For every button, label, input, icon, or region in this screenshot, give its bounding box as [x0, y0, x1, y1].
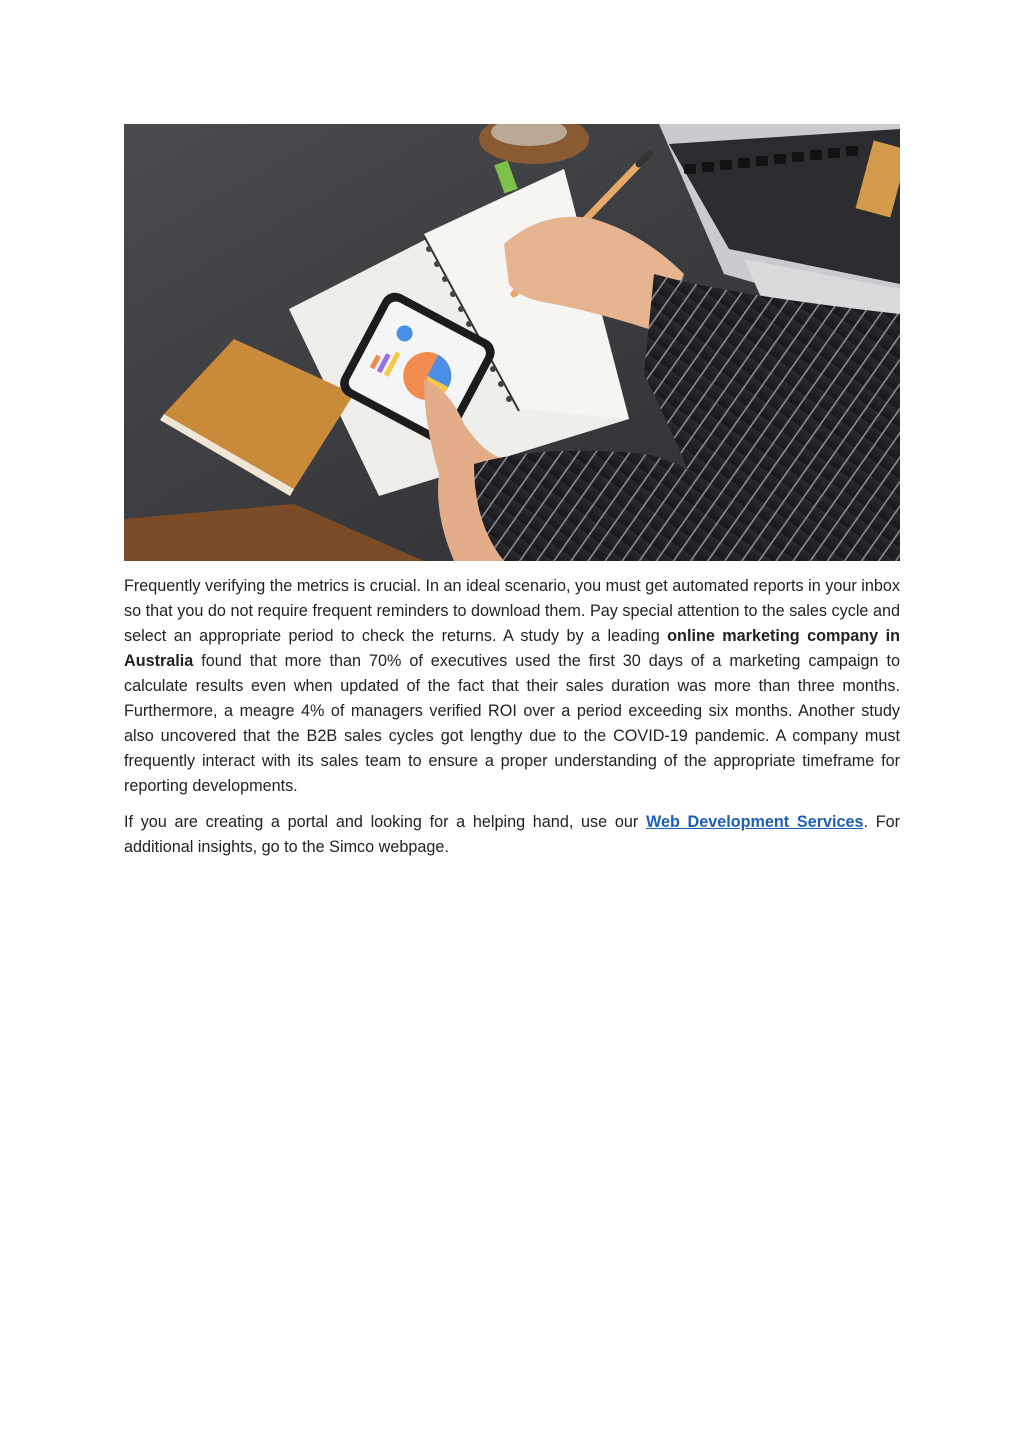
paragraph-text: found that more than 70% of executives used the first 30 days of a marketing campaign to calculate results even when updated of the fact that their sales duration was more than three months. Furthermore, a meagre 4% of managers verified ROI over a period exceeding six months. Another study also uncovered that the B2B sales cycles got lengthy due to the COVID-19 pandemic. A company must frequently interact with its sales team to ensure a proper understanding of the appropriate timeframe for reporting developments. [124, 652, 900, 795]
article-body [124, 574, 900, 871]
desk-photo [124, 124, 900, 561]
paragraph-services [124, 810, 900, 860]
web-development-services-link[interactable]: Web Development Services [645, 813, 864, 831]
paragraph-text: Frequently verifying the metrics is crucial. In an ideal scenario, you must get automated reports in your inbox so that you do not require frequent reminders to download them. Pay special attention to the sales cycle and select an appropriate period to check the returns. A study by a leading [124, 577, 900, 645]
paragraph-text: . For additional insights, go to the Simco webpage. [124, 813, 901, 856]
paragraph-text: If you are creating a portal and looking for a helping hand, use our [124, 813, 646, 831]
desk-phone-pie-chart-photo-icon [124, 124, 900, 561]
bold-keyword: online marketing company in Australia [124, 627, 900, 670]
paragraph-metrics [124, 574, 900, 799]
